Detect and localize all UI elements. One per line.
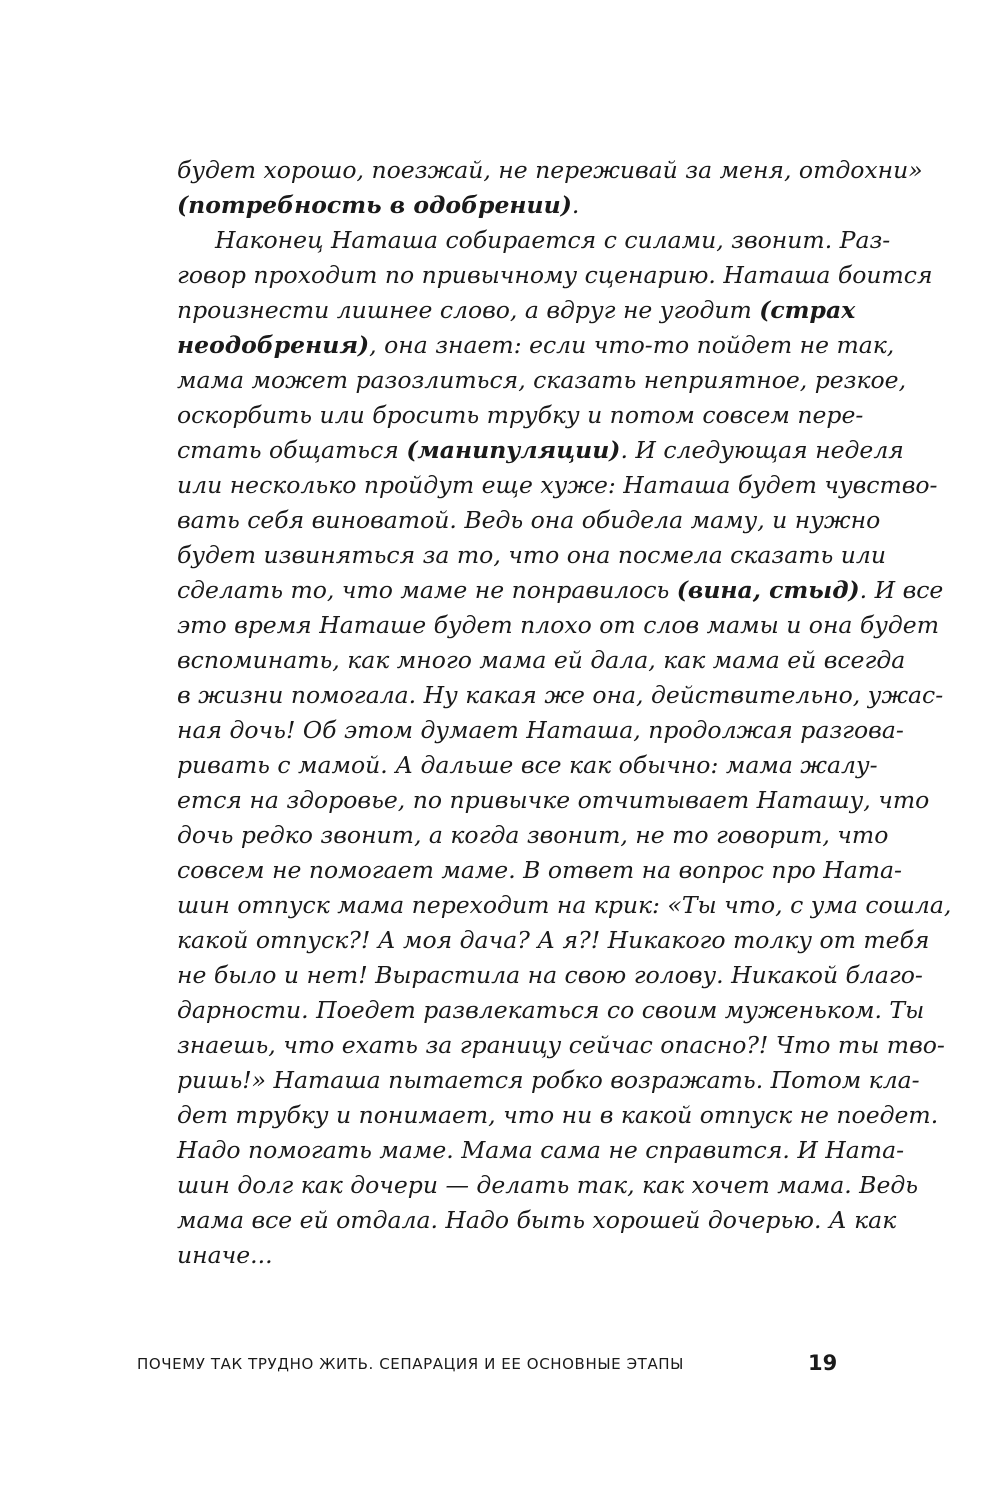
text-line: ется на здоровье, по привычке отчитывает Наташу, что: [177, 786, 930, 814]
text-line: стать общаться (манипуляции). И следующая неделя: [177, 436, 904, 464]
text-line: дочь редко звонит, а когда звонит, не то говорит, что: [177, 821, 889, 849]
text-line: (потребность в одобрении).: [177, 191, 580, 219]
emphasis: (потребность в одобрении): [177, 191, 572, 219]
text-line: не было и нет! Вырастила на свою голову. Никакой благо-: [177, 961, 923, 989]
text-line: шин долг как дочери — делать так, как хочет мама. Ведь: [177, 1171, 919, 1199]
text-line: вспоминать, как много мама ей дала, как мама ей всегда: [177, 646, 906, 674]
emphasis: (вина, стыд): [676, 576, 860, 604]
text-line: вать себя виноватой. Ведь она обидела маму, и нужно: [177, 506, 881, 534]
text-line: Надо помогать маме. Мама сама не справится. И Ната-: [177, 1136, 905, 1164]
text-line: Наконец Наташа собирается с силами, звонит. Раз-: [215, 226, 891, 254]
text-line: дет трубку и понимает, что ни в какой отпуск не поедет.: [177, 1101, 939, 1129]
text-line: мама все ей отдала. Надо быть хорошей дочерью. А как: [177, 1206, 897, 1234]
emphasis: (страх: [759, 296, 856, 324]
text-line: или несколько пройдут еще хуже: Наташа будет чувство-: [177, 471, 938, 499]
text-line: шин отпуск мама переходит на крик: «Ты что, с ума сошла,: [177, 891, 952, 919]
text-line: дарности. Поедет развлекаться со своим муженьком. Ты: [177, 996, 925, 1024]
text-line: в жизни помогала. Ну какая же она, действительно, ужас-: [177, 681, 944, 709]
running-footer-title: ПОЧЕМУ ТАК ТРУДНО ЖИТЬ. СЕПАРАЦИЯ И ЕЕ ОСНОВНЫЕ ЭТАПЫ: [137, 1355, 685, 1373]
text-line: произнести лишнее слово, а вдруг не угодит (страх: [177, 296, 856, 324]
text-line: ривать с мамой. А дальше все как обычно: мама жалу-: [177, 751, 878, 779]
text-line: иначе...: [177, 1241, 273, 1269]
text-line: ная дочь! Об этом думает Наташа, продолжая разгова-: [177, 716, 904, 744]
emphasis: неодобрения): [177, 331, 370, 359]
text-line: совсем не помогает маме. В ответ на вопрос про Ната-: [177, 856, 902, 884]
text-line: говор проходит по привычному сценарию. Наташа боится: [177, 261, 933, 289]
text-line: неодобрения), она знает: если что-то пойдет не так,: [177, 331, 895, 359]
text-line: сделать то, что маме не понравилось (вина, стыд). И все: [177, 576, 944, 604]
text-line: мама может разозлиться, сказать неприятное, резкое,: [177, 366, 907, 394]
text-line: какой отпуск?! А моя дача? А я?! Никакого толку от тебя: [177, 926, 930, 954]
page-number: 19: [808, 1351, 838, 1375]
text-line: ришь!» Наташа пытается робко возражать. Потом кла-: [177, 1066, 920, 1094]
text-line: оскорбить или бросить трубку и потом совсем пере-: [177, 401, 864, 429]
text-line: будет извиняться за то, что она посмела сказать или: [177, 541, 886, 569]
emphasis: (манипуляции): [406, 436, 621, 464]
text-line: знаешь, что ехать за границу сейчас опасно?! Что ты тво-: [177, 1031, 945, 1059]
text-line: будет хорошо, поезжай, не переживай за меня, отдохни»: [177, 156, 923, 184]
text-line: это время Наташе будет плохо от слов мамы и она будет: [177, 611, 939, 639]
